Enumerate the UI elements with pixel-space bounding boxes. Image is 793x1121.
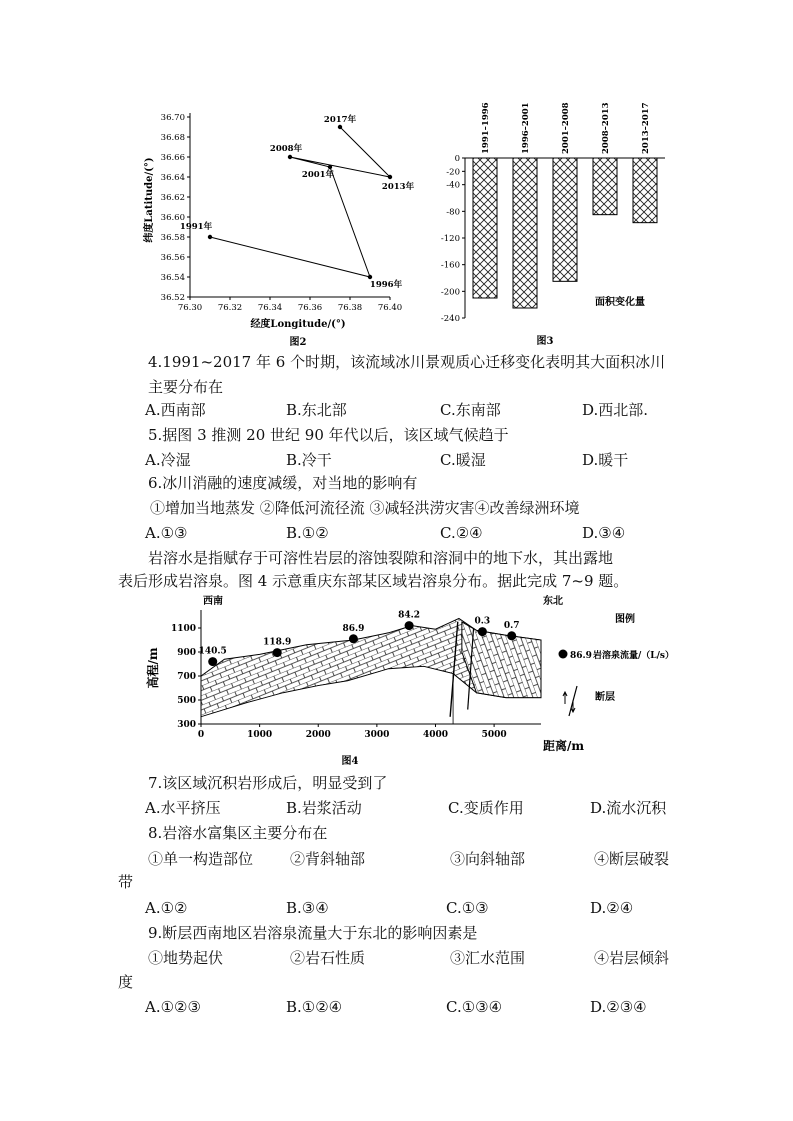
fig2-point <box>338 125 342 129</box>
fig2-point-label: 2013年 <box>381 182 415 192</box>
fig3-category-label: 1991–1996 <box>481 102 491 154</box>
q8-option-b: B.③④ <box>286 899 329 917</box>
legend-spring-symbol <box>559 650 568 659</box>
q6-items: ①增加当地蒸发 ②降低河流径流 ③减轻洪涝灾害④改善绿洲环境 <box>150 499 580 517</box>
q8-item-3: ③向斜轴部 <box>450 850 526 868</box>
q4-option-a: A.西南部 <box>145 401 206 419</box>
fig2-point-label: 2017年 <box>323 115 357 125</box>
fig3-y-tick-label: 0 <box>454 154 460 164</box>
fig2-y-tick-label: 36.52 <box>160 293 185 303</box>
fig4-y-tick-label: 900 <box>177 648 196 658</box>
fig2-chart <box>140 105 415 350</box>
fig2-point <box>288 155 292 159</box>
fig2-y-tick-label: 36.66 <box>160 153 185 163</box>
q6-stem: 6.冰川消融的速度减缓，对当地的影响有 <box>148 474 418 492</box>
fig3-category-label: 1996–2001 <box>521 102 531 154</box>
q8-tail: 带 <box>118 873 134 891</box>
fig3-bar <box>633 158 657 223</box>
fig4-spring-value: 140.5 <box>198 646 227 657</box>
fig3-y-tick-label: -120 <box>440 234 460 244</box>
fig4-diagram <box>145 592 685 772</box>
fig2-x-tick-label: 76.36 <box>297 303 323 313</box>
q7-option-b: B.岩浆活动 <box>286 799 362 817</box>
q6-option-b: B.①② <box>286 524 329 542</box>
fig2-y-tick-label: 36.60 <box>160 213 185 223</box>
fig4-caption: 图4 <box>341 756 359 767</box>
fig3-category-label: 2013–2017 <box>641 102 651 154</box>
q8-option-c: C.①③ <box>446 899 489 917</box>
fig3-y-tick-label: -80 <box>446 207 460 218</box>
q4-option-b: B.东北部 <box>286 401 347 419</box>
fig4-x-tick-label: 2000 <box>305 730 331 740</box>
legend-spring-label: 岩溶泉流量/（L/s） <box>593 651 674 661</box>
fig2-y-tick-label: 36.62 <box>160 193 185 203</box>
q4-option-d: D.西北部. <box>582 401 649 419</box>
legend-fault-arrows <box>563 692 575 712</box>
fig2-y-tick-label: 36.68 <box>160 133 185 143</box>
fig4-y-tick-label: 500 <box>177 696 196 706</box>
q9-option-d: D.②③④ <box>590 998 647 1016</box>
fig3-bar <box>513 158 537 308</box>
q8-item-1: ①单一构造部位 <box>148 850 254 868</box>
fig4-spring-marker <box>208 657 217 666</box>
fig3-bar <box>473 158 497 298</box>
fig3-y-tick-label: -200 <box>440 287 460 298</box>
fig4-spring-marker <box>349 634 358 643</box>
q7-stem: 7.该区域沉积岩形成后，明显受到了 <box>148 774 388 792</box>
q9-item-2: ②岩石性质 <box>290 949 366 967</box>
fig2-x-tick-label: 76.32 <box>217 303 243 313</box>
fig4-x-tick-label: 3000 <box>364 730 390 740</box>
fig2-point-label: 2008年 <box>269 144 303 154</box>
q7-option-c: C.变质作用 <box>448 799 524 817</box>
fig4-spring-marker <box>507 631 516 640</box>
fig2-y-tick-label: 36.58 <box>160 233 185 243</box>
q4-line2: 主要分布在 <box>148 378 224 396</box>
fig2-point-label: 2001年 <box>301 170 335 180</box>
q8-item-2: ②背斜轴部 <box>290 850 366 868</box>
q8-stem: 8.岩溶水富集区主要分布在 <box>148 824 328 842</box>
q4-option-c: C.东南部 <box>440 401 501 419</box>
q9-option-a: A.①②③ <box>145 998 201 1016</box>
fig2-x-tick-label: 76.34 <box>257 303 283 313</box>
fig4-y-tick-label: 700 <box>177 672 196 682</box>
fig2-x-tick-label: 76.40 <box>377 303 403 313</box>
fig3-bar <box>553 158 577 281</box>
q7-option-d: D.流水沉积 <box>590 799 667 817</box>
fig3-bar <box>593 158 617 215</box>
q6-option-a: A.①③ <box>145 524 188 542</box>
fig4-xlabel: 距离/m <box>543 739 585 753</box>
fig4-ylabel: 高程/m <box>146 647 160 689</box>
fig4-left-direction: 西南 <box>203 596 223 607</box>
fig4-spring-value: 84.2 <box>398 610 421 621</box>
fig4-spring-value: 86.9 <box>342 623 365 634</box>
fig2-y-tick-label: 36.70 <box>160 113 185 123</box>
q5-option-a: A.冷湿 <box>145 451 191 469</box>
fig2-x-tick-label: 76.38 <box>337 303 363 313</box>
fig4-y-tick-label: 300 <box>177 720 196 730</box>
q9-option-b: B.①②④ <box>286 998 343 1016</box>
q5-option-c: C.暖湿 <box>440 451 486 469</box>
fig2-point <box>208 235 212 239</box>
q9-option-c: C.①③④ <box>446 998 503 1016</box>
fig4-spring-marker <box>478 627 487 636</box>
q4-line1: 4.1991~2017 年 6 个时期，该流域冰川景观质心迁移变化表明其大面积冰川 <box>148 353 666 371</box>
fig2-y-tick-label: 36.56 <box>160 253 185 263</box>
fig4-x-tick-label: 5000 <box>481 730 507 740</box>
q9-item-4: ④岩层倾斜 <box>594 949 670 967</box>
q9-stem: 9.断层西南地区岩溶泉流量大于东北的影响因素是 <box>148 924 478 942</box>
fig4-x-tick-label: 0 <box>197 730 205 740</box>
fig4-spring-marker <box>273 648 282 657</box>
q6-option-d: D.③④ <box>582 524 626 542</box>
q6-option-c: C.②④ <box>440 524 483 542</box>
legend-fault-label: 断层 <box>595 692 615 703</box>
fig4-spring-value: 0.7 <box>503 620 520 631</box>
q5-stem: 5.据图 3 推测 20 世纪 90 年代以后，该区域气候趋于 <box>148 426 509 444</box>
fig2-y-tick-label: 36.64 <box>160 173 185 183</box>
fig3-category-label: 2001–2008 <box>561 102 571 154</box>
q8-option-a: A.①② <box>145 899 188 917</box>
q8-item-4: ④断层破裂 <box>594 850 670 868</box>
q9-tail: 度 <box>118 973 134 991</box>
q5-option-b: B.冷干 <box>286 451 332 469</box>
q5-option-d: D.暖干 <box>582 451 629 469</box>
intro-line1: 岩溶水是指赋存于可溶性岩层的溶蚀裂隙和溶洞中的地下水，其出露地 <box>148 549 614 567</box>
fig4-x-tick-label: 4000 <box>422 730 449 740</box>
fig3-y-tick-label: -20 <box>446 167 460 178</box>
fig2-point <box>388 175 392 179</box>
fig4-x-tick-label: 1000 <box>247 730 273 740</box>
q7-option-a: A.水平挤压 <box>145 799 221 817</box>
fig4-spring-marker <box>405 621 414 630</box>
fig4-spring-value: 0.3 <box>474 616 491 627</box>
legend-title: 图例 <box>615 614 635 625</box>
q9-item-3: ③汇水范围 <box>450 949 526 967</box>
fig2-x-tick-label: 76.30 <box>177 303 203 313</box>
q8-option-d: D.②④ <box>590 899 634 917</box>
fig4-y-tick-label: 1100 <box>170 624 196 634</box>
fig3-y-tick-label: -40 <box>446 180 460 191</box>
fig4-right-direction: 东北 <box>543 596 563 607</box>
fig3-category-label: 2008–2013 <box>601 102 611 154</box>
q9-item-1: ①地势起伏 <box>148 949 224 967</box>
fig2-point <box>368 275 372 279</box>
fig2-point-label: 1996年 <box>369 280 403 290</box>
fig4-spring-value: 118.9 <box>263 637 292 648</box>
fig2-point <box>328 165 332 169</box>
fig3-chart <box>420 100 680 350</box>
legend-spring-value: 86.9 <box>570 651 592 661</box>
fig2-caption: 图2 <box>289 337 307 348</box>
fig3-y-tick-label: -240 <box>440 314 460 324</box>
fig2-xlabel: 经度Longitude/(°) <box>250 319 346 330</box>
fig2-y-tick-label: 36.54 <box>160 273 185 283</box>
intro-line2: 表后形成岩溶泉。图 4 示意重庆东部某区域岩溶泉分布。据此完成 7~9 题。 <box>118 572 629 590</box>
fig3-legend: 面积变化量 <box>595 297 645 308</box>
fig2-point-label: 1991年 <box>179 222 213 232</box>
fig3-y-tick-label: -160 <box>440 260 460 271</box>
fig3-caption: 图3 <box>536 336 554 347</box>
fig2-ylabel: 纬度Latitude/(°) <box>144 157 155 243</box>
